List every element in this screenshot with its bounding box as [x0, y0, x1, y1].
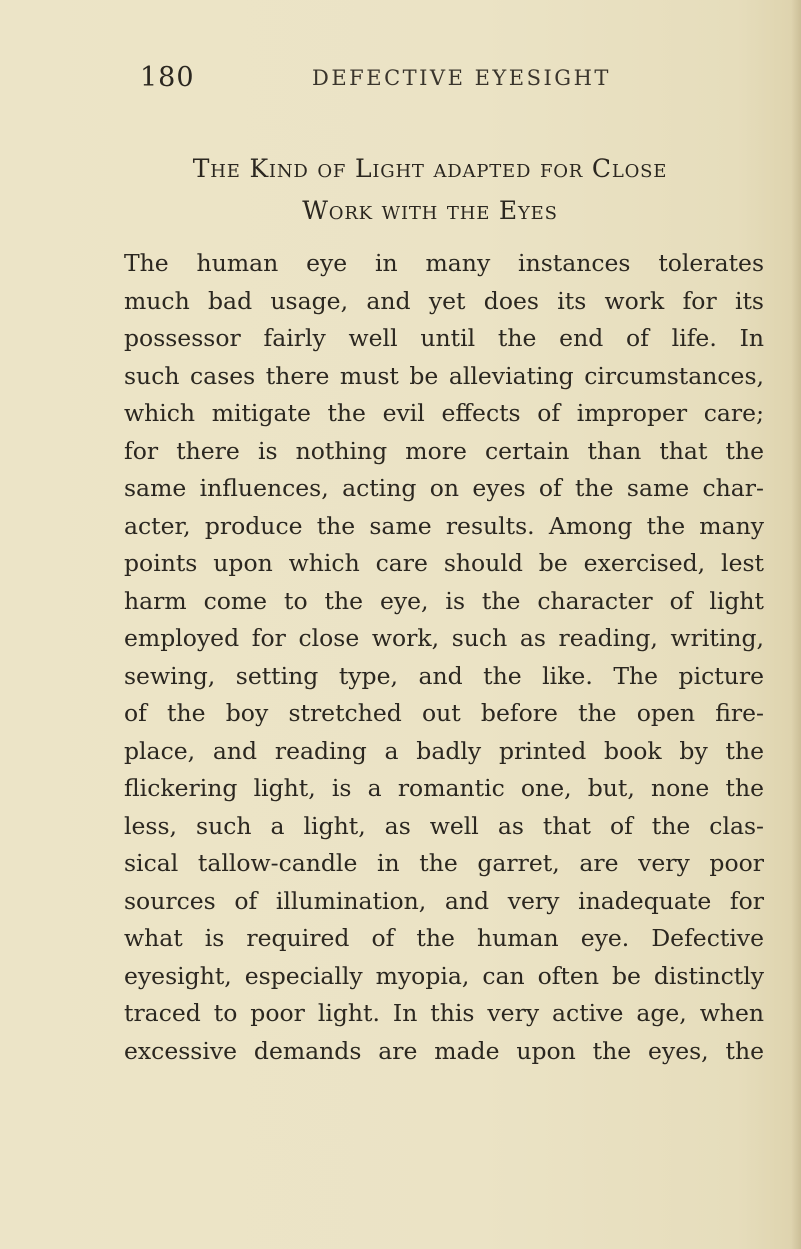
text-line: sewing, setting type, and the like. The picture: [124, 661, 764, 690]
text-line: points upon which care should be exercised, lest: [124, 549, 764, 577]
text-line: place, and reading a badly printed book by the: [124, 736, 764, 765]
text-line: acter, produce the same results. Among the many: [124, 511, 764, 540]
text-line: such cases there must be alleviating circumstances,: [124, 361, 764, 390]
text-line: The human eye in many instances tolerates: [124, 249, 764, 277]
body-paragraph: [124, 245, 764, 1070]
text-line: harm come to the eye, is the character of light: [124, 586, 764, 615]
text-line: for there is nothing more certain than that the: [124, 436, 764, 465]
text-line: employed for close work, such as reading, writing,: [124, 624, 764, 652]
text-line: sources of illumination, and very inadequate for: [124, 886, 764, 915]
text-line: much bad usage, and yet does its work for its: [124, 286, 764, 315]
text-line: eyesight, especially myopia, can often be distinctly: [124, 961, 764, 990]
section-heading-line-1: The Kind of Light adapted for Close: [192, 154, 668, 183]
text-line: traced to poor light. In this very active age, when: [124, 999, 764, 1027]
text-line: sical tallow-candle in the garret, are very poor: [124, 849, 764, 877]
running-title: DEFECTIVE EYESIGHT: [312, 66, 611, 90]
section-heading-line-2: Work with the Eyes: [302, 196, 558, 225]
text-line: same influences, acting on eyes of the same char-: [124, 474, 764, 502]
text-line: possessor fairly well until the end of life. In: [124, 324, 764, 352]
text-line: of the boy stretched out before the open fire-: [124, 699, 764, 727]
text-line: less, such a light, as well as that of the clas-: [124, 811, 764, 840]
text-line: which mitigate the evil effects of improper care;: [124, 399, 764, 427]
section-heading: [120, 148, 740, 232]
text-line: flickering light, is a romantic one, but, none the: [124, 774, 764, 802]
text-line: what is required of the human eye. Defective: [124, 924, 764, 952]
running-header: [0, 62, 801, 96]
page-number: 180: [140, 62, 195, 93]
text-line: excessive demands are made upon the eyes, the: [124, 1036, 764, 1065]
page-edge-shadow: [791, 0, 801, 1249]
